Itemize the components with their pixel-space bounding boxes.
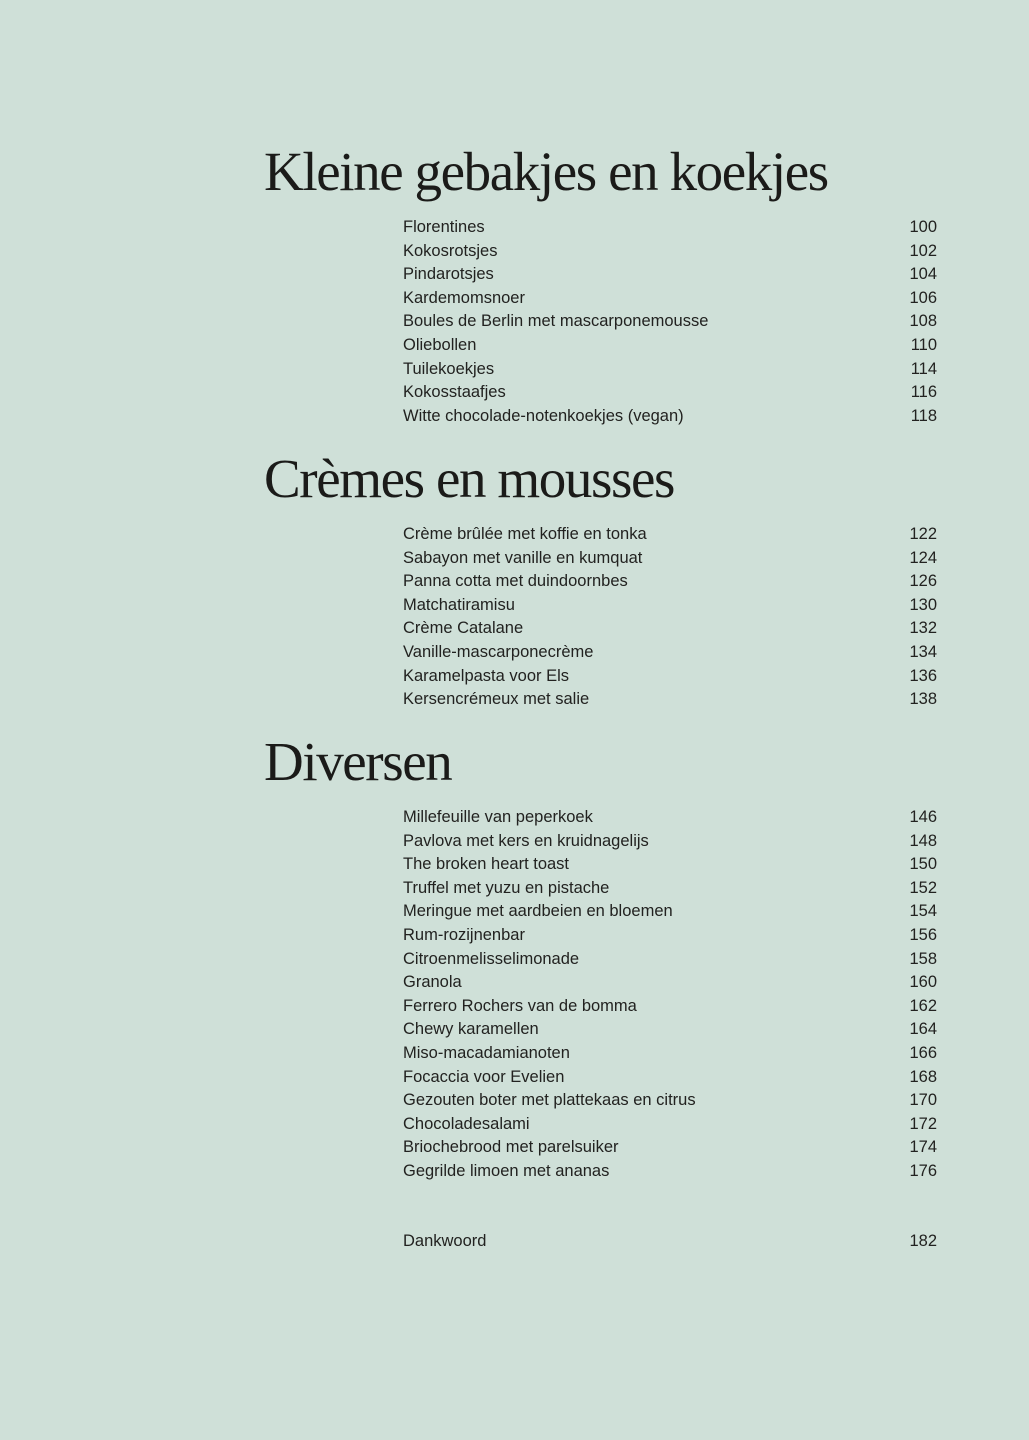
toc-entry-page: 114 [910,359,937,378]
toc-entry[interactable] [403,900,937,924]
toc-entry-page: 116 [910,383,937,402]
toc-entry[interactable] [403,381,937,405]
toc-entry-title: Truffel met yuzu en pistache [403,878,610,897]
toc-entry[interactable] [403,877,937,901]
toc-entry-page: 156 [909,925,937,944]
toc-entry[interactable] [403,358,937,382]
toc-entry-page: 182 [909,1232,937,1250]
section-heading-diversen: Diversen [264,731,452,792]
toc-entry-title: The broken heart toast [403,855,570,874]
closing-entries [403,1230,937,1254]
toc-entry-dankwoord[interactable] [403,1230,937,1254]
section-heading-cremes-en-mousses: Crèmes en mousses [264,448,675,509]
toc-entry-page: 148 [909,831,937,850]
toc-entry[interactable] [403,948,937,972]
toc-entry-page: 162 [909,996,937,1015]
toc-entry-page: 124 [909,548,937,567]
toc-entry-page: 150 [909,855,937,874]
toc-entry-page: 152 [909,878,937,897]
toc-entry-title: Crème brûlée met koffie en tonka [403,525,647,543]
toc-entry-title: Briochebrood met parelsuiker [403,1138,619,1157]
toc-entry[interactable] [403,216,937,240]
toc-entry[interactable] [403,971,937,995]
toc-entry-page: 172 [909,1114,937,1133]
toc-entry-title: Miso-macadamianoten [403,1043,570,1062]
toc-entry-title: Ferrero Rochers van de bomma [403,996,637,1015]
toc-entry-page: 104 [909,265,937,284]
toc-entry[interactable] [403,1136,937,1160]
toc-entry[interactable] [403,570,937,594]
toc-entry[interactable] [403,594,937,618]
toc-entry[interactable] [403,806,937,830]
toc-entry[interactable] [403,665,937,689]
toc-entry-title: Chewy karamellen [403,1020,539,1039]
toc-entry-title: Millefeuille van peperkoek [403,808,593,826]
toc-entry[interactable] [403,830,937,854]
toc-entry-page: 102 [909,241,937,260]
toc-entry-title: Gezouten boter met plattekaas en citrus [403,1091,696,1110]
toc-entry[interactable] [403,1066,937,1090]
toc-entry-page: 110 [910,335,937,354]
toc-entry[interactable] [403,405,937,429]
toc-entry-title: Kardemomsnoer [403,288,525,307]
toc-entry-page: 170 [909,1091,937,1110]
toc-entry-page: 122 [909,525,937,543]
toc-entry-title: Pindarotsjes [403,265,494,284]
toc-entry[interactable] [403,263,937,287]
toc-entry[interactable] [403,1089,937,1113]
toc-entry-title: Meringue met aardbeien en bloemen [403,902,673,921]
toc-entry[interactable] [403,1042,937,1066]
toc-entry-page: 166 [909,1043,937,1062]
toc-entry-page: 118 [910,406,937,425]
toc-entry[interactable] [403,641,937,665]
toc-entry-page: 138 [909,690,937,709]
toc-entry-title: Focaccia voor Evelien [403,1067,565,1086]
toc-entry[interactable] [403,1113,937,1137]
toc-entry-title: Sabayon met vanille en kumquat [403,548,643,567]
toc-entry-title: Karamelpasta voor Els [403,666,569,685]
toc-entry-title: Rum-rozijnenbar [403,925,525,944]
toc-entry[interactable] [403,995,937,1019]
toc-entry[interactable] [403,547,937,571]
toc-entry-title: Vanille-mascarponecrème [403,642,594,661]
toc-entry[interactable] [403,853,937,877]
toc-entry-page: 126 [909,572,937,591]
toc-entry-page: 168 [909,1067,937,1086]
section-heading-kleine-gebakjes: Kleine gebakjes en koekjes [264,141,828,202]
section-entries-cremes-en-mousses [403,523,937,712]
toc-entry[interactable] [403,523,937,547]
toc-entry-title: Gegrilde limoen met ananas [403,1161,610,1180]
toc-entry-page: 158 [909,949,937,968]
toc-entry-title: Panna cotta met duindoornbes [403,572,628,591]
toc-entry-title: Witte chocolade-notenkoekjes (vegan) [403,406,684,425]
toc-entry-page: 100 [909,218,937,236]
toc-entry[interactable] [403,334,937,358]
toc-entry-title: Granola [403,973,462,992]
toc-entry-title: Kokosrotsjes [403,241,498,260]
toc-entry-page: 134 [909,642,937,661]
toc-entry-page: 164 [909,1020,937,1039]
toc-entry-title: Pavlova met kers en kruidnagelijs [403,831,649,850]
toc-entry-title: Dankwoord [403,1232,487,1250]
toc-entry[interactable] [403,1160,937,1184]
toc-entry-title: Kersencrémeux met salie [403,690,590,709]
toc-entry-title: Boules de Berlin met mascarponemousse [403,312,709,331]
toc-entry-page: 130 [909,595,937,614]
toc-entry[interactable] [403,1018,937,1042]
section-entries-kleine-gebakjes [403,216,937,428]
toc-entry[interactable] [403,924,937,948]
toc-entry-page: 136 [909,666,937,685]
toc-entry-page: 132 [909,619,937,638]
toc-entry[interactable] [403,287,937,311]
section-entries-diversen [403,806,937,1184]
toc-entry-page: 108 [909,312,937,331]
toc-entry-title: Chocoladesalami [403,1114,530,1133]
toc-entry-page: 106 [909,288,937,307]
toc-entry-page: 160 [909,973,937,992]
toc-entry-title: Tuilekoekjes [403,359,495,378]
toc-entry-title: Crème Catalane [403,619,524,638]
toc-entry-title: Oliebollen [403,335,477,354]
toc-entry[interactable] [403,310,937,334]
toc-entry-title: Kokosstaafjes [403,383,506,402]
toc-entry-title: Citroenmelisselimonade [403,949,580,968]
toc-entry-title: Matchatiramisu [403,595,515,614]
toc-entry-title: Florentines [403,218,485,236]
toc-entry-page: 176 [909,1161,937,1180]
toc-entry[interactable] [403,688,937,712]
toc-entry-page: 146 [909,808,937,826]
toc-entry-page: 154 [909,902,937,921]
toc-entry[interactable] [403,240,937,264]
toc-entry[interactable] [403,617,937,641]
toc-entry-page: 174 [909,1138,937,1157]
